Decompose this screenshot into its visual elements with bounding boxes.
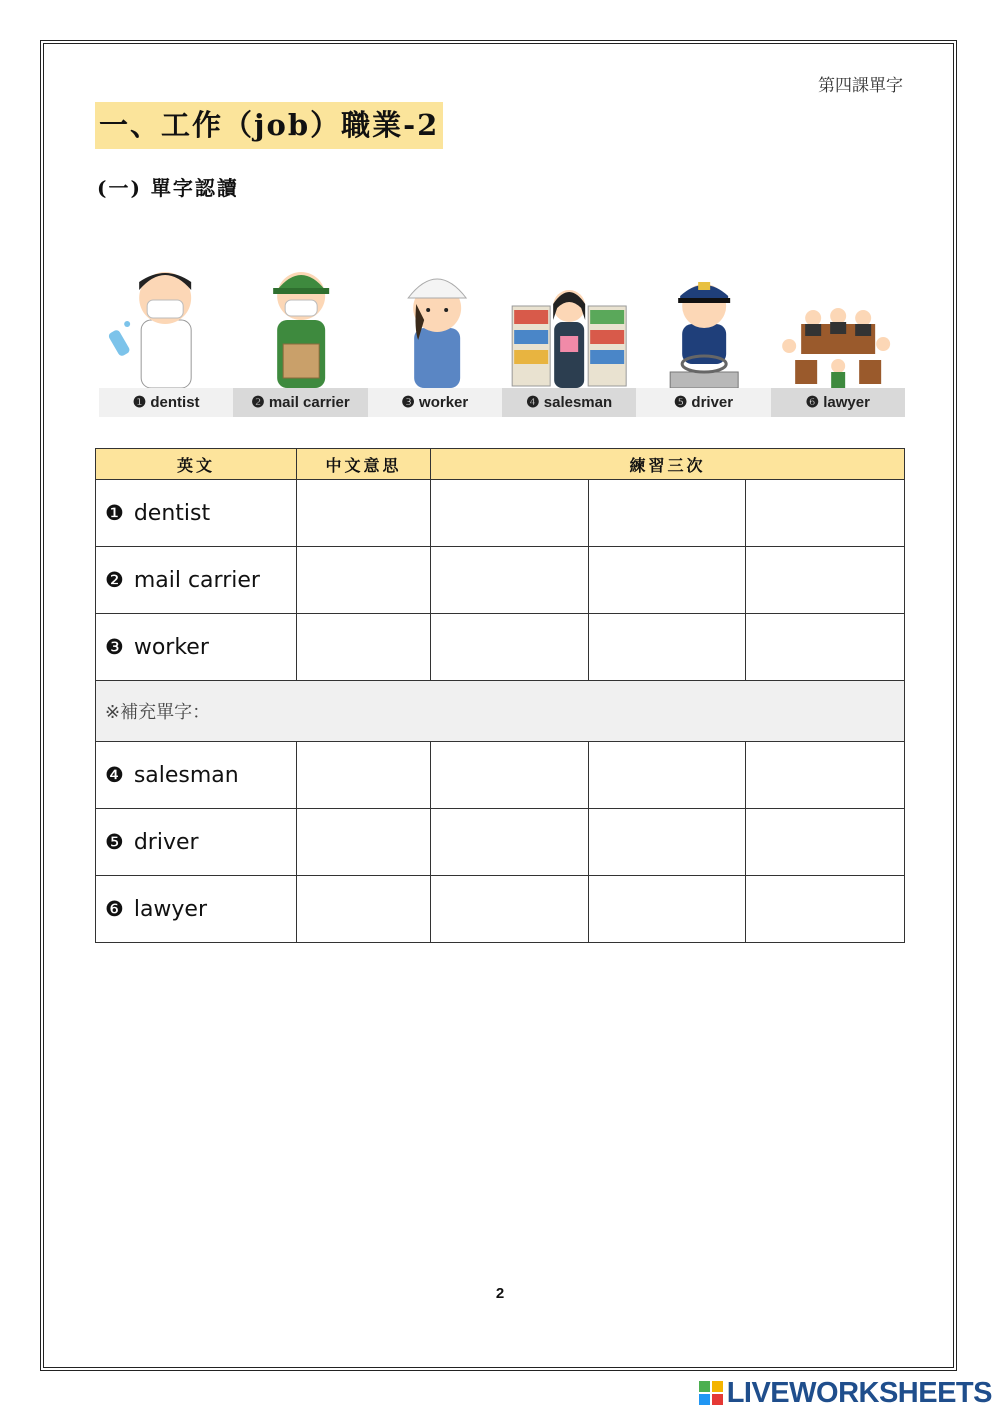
job-caption: ❷ mail carrier — [233, 388, 367, 417]
chinese-answer-cell[interactable] — [297, 809, 431, 876]
page-title: 一、工作（job）職業-2 — [95, 102, 443, 149]
lawyer-illustration — [771, 260, 905, 388]
word-cell — [96, 480, 297, 547]
chinese-answer-cell[interactable] — [297, 547, 431, 614]
page-number: 2 — [495, 1285, 505, 1302]
table-row — [96, 480, 905, 547]
practice-cell-1[interactable] — [431, 480, 589, 547]
practice-cell-3[interactable] — [746, 809, 905, 876]
table-row — [96, 742, 905, 809]
table-row — [96, 876, 905, 943]
job-caption: ❻ lawyer — [771, 388, 905, 417]
practice-cell-2[interactable] — [589, 809, 746, 876]
practice-cell-3[interactable] — [746, 742, 905, 809]
salesman-illustration — [502, 260, 636, 388]
job-card-lawyer — [771, 260, 905, 418]
practice-cell-3[interactable] — [746, 614, 905, 681]
word-text: dentist — [133, 500, 211, 526]
section-subtitle: (一) 單字認讀 — [97, 176, 239, 200]
job-card-mail-carrier — [233, 260, 367, 418]
word-text: worker — [133, 634, 209, 660]
practice-cell-1[interactable] — [431, 876, 589, 943]
supplement-note: ※補充單字： — [96, 681, 905, 742]
job-card-dentist — [99, 260, 233, 418]
chinese-answer-cell[interactable] — [297, 876, 431, 943]
practice-cell-3[interactable] — [746, 876, 905, 943]
vocabulary-table — [95, 448, 905, 943]
table-header-row — [96, 449, 905, 480]
practice-cell-2[interactable] — [589, 742, 746, 809]
word-number: ❶ — [105, 500, 124, 525]
job-card-driver — [636, 260, 770, 418]
job-card-worker — [368, 260, 502, 418]
practice-cell-2[interactable] — [589, 480, 746, 547]
word-cell — [96, 547, 297, 614]
worker-illustration — [368, 260, 502, 388]
job-caption: ❹ salesman — [502, 388, 636, 417]
word-cell — [96, 876, 297, 943]
chinese-answer-cell[interactable] — [297, 614, 431, 681]
table-row — [96, 809, 905, 876]
supplement-row — [96, 681, 905, 742]
practice-cell-2[interactable] — [589, 547, 746, 614]
chinese-answer-cell[interactable] — [297, 742, 431, 809]
job-caption: ❶ dentist — [99, 388, 233, 417]
brand-name: LIVEWORKSHEETS — [726, 1376, 992, 1409]
practice-cell-1[interactable] — [431, 742, 589, 809]
brand-footer[interactable] — [699, 1377, 992, 1409]
word-text: salesman — [133, 762, 239, 788]
mail-carrier-illustration — [233, 260, 367, 388]
table-row — [96, 614, 905, 681]
practice-cell-2[interactable] — [589, 614, 746, 681]
word-number: ❸ — [105, 634, 124, 659]
word-number: ❺ — [105, 829, 124, 854]
practice-cell-2[interactable] — [589, 876, 746, 943]
word-cell — [96, 809, 297, 876]
word-cell — [96, 614, 297, 681]
practice-cell-1[interactable] — [431, 614, 589, 681]
word-text: driver — [133, 829, 199, 855]
job-caption: ❸ worker — [368, 388, 502, 417]
dentist-illustration — [99, 260, 233, 388]
liveworksheets-logo-icon — [699, 1381, 723, 1405]
header-english: 英文 — [96, 449, 297, 480]
practice-cell-3[interactable] — [746, 480, 905, 547]
word-number: ❷ — [105, 567, 124, 592]
lesson-label: 第四課單字 — [818, 76, 903, 96]
practice-cell-1[interactable] — [431, 809, 589, 876]
header-practice-three-times: 練習三次 — [431, 449, 905, 480]
word-number: ❻ — [105, 896, 124, 921]
table-row — [96, 547, 905, 614]
word-cell — [96, 742, 297, 809]
practice-cell-1[interactable] — [431, 547, 589, 614]
word-text: mail carrier — [133, 567, 260, 593]
word-number: ❹ — [105, 762, 124, 787]
driver-illustration — [636, 260, 770, 388]
job-card-salesman — [502, 260, 636, 418]
job-picture-strip — [99, 260, 905, 418]
practice-cell-3[interactable] — [746, 547, 905, 614]
chinese-answer-cell[interactable] — [297, 480, 431, 547]
word-text: lawyer — [133, 896, 208, 922]
header-chinese-meaning: 中文意思 — [297, 449, 431, 480]
job-caption: ❺ driver — [636, 388, 770, 417]
